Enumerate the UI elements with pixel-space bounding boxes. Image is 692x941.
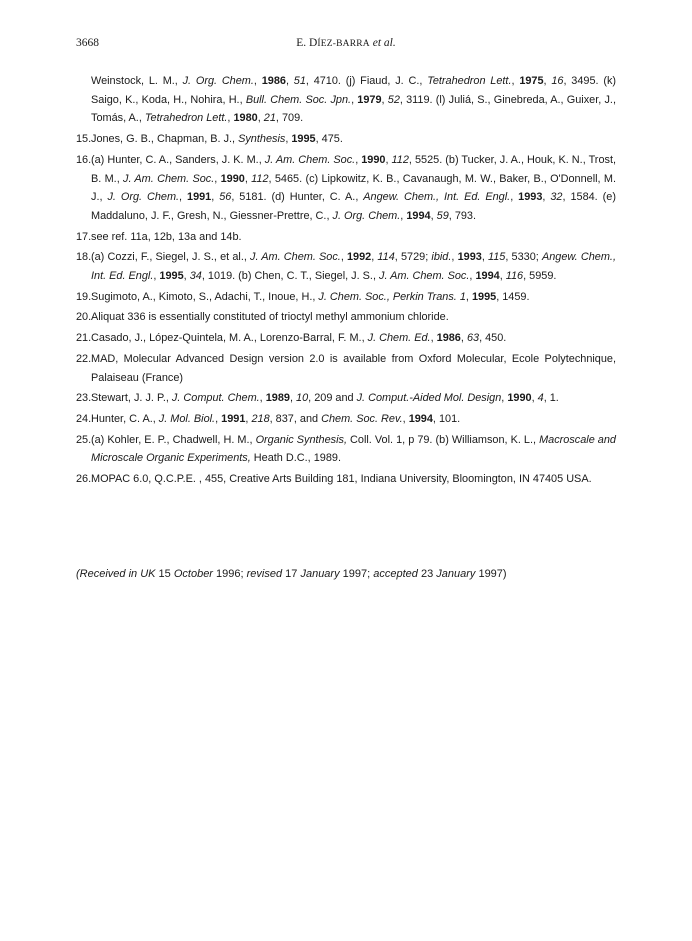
reference-item bbox=[76, 470, 616, 489]
text-segment: Coll. Vol. 1, p 79. (b) Williamson, K. L., bbox=[347, 433, 540, 446]
text-segment: , bbox=[451, 251, 458, 264]
italic-segment: J. Org. Chem. bbox=[107, 191, 180, 204]
italic-segment: 16 bbox=[551, 75, 564, 87]
text-segment: , 3119. (l) Juliá, S., Ginebreda, A., Guixer, J., Tomás, A., bbox=[91, 93, 616, 125]
italic-segment: J. Am. Chem. Soc. bbox=[264, 153, 356, 166]
reference-text bbox=[91, 431, 616, 468]
reference-text bbox=[91, 329, 616, 348]
reference-item bbox=[76, 288, 616, 307]
italic-segment: Tetrahedron Lett. bbox=[427, 75, 512, 87]
text-segment: (a) Kohler, E. P., Chadwell, H. M., bbox=[91, 433, 256, 446]
reference-number: 21. bbox=[76, 332, 92, 345]
italic-segment: (Received in UK bbox=[76, 568, 156, 580]
author-initial: E. D bbox=[296, 37, 318, 49]
text-segment: Heath D.C., 1989. bbox=[250, 452, 341, 465]
text-segment: , bbox=[214, 172, 221, 185]
text-segment: , bbox=[430, 209, 437, 222]
reference-item bbox=[76, 228, 616, 247]
reference-text bbox=[91, 248, 616, 285]
italic-segment: 52 bbox=[387, 93, 400, 106]
text-segment: , bbox=[259, 392, 266, 405]
text-segment: Hunter, C. A., bbox=[91, 412, 159, 425]
text-segment: , bbox=[355, 153, 362, 166]
bold-segment: 1980 bbox=[233, 112, 258, 125]
text-segment: , bbox=[511, 75, 520, 87]
text-segment: Casado, J., López-Quintela, M. A., Lorenzo-Barral, F. M., bbox=[91, 332, 368, 345]
italic-segment: January bbox=[300, 568, 340, 580]
italic-segment: 115 bbox=[488, 251, 506, 264]
reference-text bbox=[91, 350, 616, 387]
text-segment: 1996; bbox=[212, 568, 247, 580]
bold-segment: 1994 bbox=[406, 209, 431, 222]
reference-item bbox=[76, 329, 616, 348]
italic-segment: J. Org. Chem. bbox=[182, 75, 254, 87]
text-segment: , bbox=[531, 392, 538, 405]
text-segment: , 5525. (b) Tucker, J. A., Houk, K. N., Trost, B. M., bbox=[91, 153, 616, 185]
reference-item bbox=[76, 410, 616, 429]
text-segment: , 4710. (j) Fiaud, J. C., bbox=[305, 75, 428, 87]
text-segment: , bbox=[215, 412, 222, 425]
author-surname: ÍEZ-BARRA bbox=[317, 39, 370, 49]
text-segment: , bbox=[153, 270, 160, 283]
text-segment: Weinstock, L. M., bbox=[91, 75, 183, 87]
text-segment: , bbox=[543, 75, 552, 87]
text-segment: , bbox=[179, 191, 188, 204]
bold-segment: 1975 bbox=[519, 75, 544, 87]
italic-segment: J. Am. Chem. Soc. bbox=[123, 172, 215, 185]
text-segment: , bbox=[510, 191, 519, 204]
bold-segment: 1989 bbox=[265, 392, 290, 405]
text-segment: , bbox=[253, 75, 262, 87]
bold-segment: 1995 bbox=[159, 270, 184, 283]
italic-segment: accepted bbox=[373, 568, 418, 580]
bold-segment: 1979 bbox=[357, 93, 382, 106]
page-number: 3668 bbox=[76, 37, 99, 49]
reference-item bbox=[76, 431, 616, 468]
text-segment: , bbox=[351, 93, 358, 106]
italic-segment: 4 bbox=[537, 392, 544, 405]
reference-number: 15. bbox=[76, 133, 92, 146]
text-segment: , 709. bbox=[275, 112, 304, 125]
italic-segment: 218 bbox=[251, 412, 270, 425]
text-segment: , bbox=[211, 191, 220, 204]
italic-segment: 56 bbox=[219, 191, 232, 204]
text-segment: , bbox=[285, 133, 292, 146]
text-segment: , 5465. (c) Lipkowitz, K. B., Cavanaugh, M. W., Baker, B., O'Donnell, M. J., bbox=[91, 172, 616, 204]
text-segment: , 1019. (b) Chen, C. T., Siegel, J. S., bbox=[201, 270, 380, 283]
italic-segment: Angew. Chem., Int. Ed. Engl. bbox=[363, 191, 511, 204]
text-segment: 1997; bbox=[339, 568, 374, 580]
text-segment: , bbox=[465, 290, 472, 303]
text-segment: , bbox=[469, 270, 476, 283]
reference-text bbox=[91, 410, 616, 429]
italic-segment: J. Comput. Chem. bbox=[171, 392, 260, 405]
bold-segment: 1994 bbox=[408, 412, 433, 425]
italic-segment: J. Org. Chem. bbox=[332, 209, 401, 222]
bold-segment: 1992 bbox=[347, 251, 372, 264]
reference-number: 19. bbox=[76, 290, 92, 303]
text-segment: , bbox=[460, 332, 467, 345]
reference-item bbox=[76, 350, 616, 387]
text-segment: , 5729; bbox=[394, 251, 432, 264]
text-segment: , 5959. bbox=[523, 270, 557, 283]
text-segment: , 793. bbox=[448, 209, 477, 222]
received-dates bbox=[76, 568, 616, 580]
text-segment: , bbox=[227, 112, 234, 125]
text-segment: , bbox=[340, 251, 347, 264]
italic-segment: 63 bbox=[466, 332, 480, 345]
text-segment: , 5181. (d) Hunter, C. A., bbox=[231, 191, 364, 204]
text-segment: , bbox=[183, 270, 190, 283]
bold-segment: 1986 bbox=[261, 75, 286, 87]
reference-item bbox=[76, 130, 616, 149]
text-segment: 1997) bbox=[475, 568, 507, 580]
text-segment: , bbox=[499, 270, 506, 283]
text-segment: 17 bbox=[282, 568, 301, 580]
reference-text bbox=[91, 130, 616, 149]
reference-item bbox=[76, 72, 616, 128]
bold-segment: 1993 bbox=[518, 191, 543, 204]
text-segment: MAD, Molecular Advanced Design version 2.0 is available from Oxford Molecular, Ecole Polytechnique, Palaiseau (France) bbox=[91, 352, 616, 384]
text-segment: , bbox=[381, 93, 388, 106]
bold-segment: 1990 bbox=[220, 172, 245, 185]
bold-segment: 1990 bbox=[361, 153, 386, 166]
text-segment: , 1584. (e) Maddaluno, J. F., Gresh, N., Giessner-Prettre, C., bbox=[91, 191, 616, 222]
reference-item bbox=[76, 248, 616, 285]
text-segment: , 475. bbox=[315, 133, 343, 146]
reference-item bbox=[76, 389, 616, 408]
italic-segment: 112 bbox=[251, 172, 269, 185]
reference-number: 17. bbox=[76, 230, 92, 243]
text-segment: Sugimoto, A., Kimoto, S., Adachi, T., Inoue, H., bbox=[91, 290, 319, 303]
text-segment: , bbox=[501, 392, 508, 405]
italic-segment: 34 bbox=[189, 270, 202, 283]
italic-segment: J. Chem. Soc., Perkin Trans. 1 bbox=[318, 290, 466, 303]
italic-segment: Tetrahedron Lett. bbox=[144, 112, 228, 125]
reference-list bbox=[76, 72, 616, 491]
bold-segment: 1995 bbox=[291, 133, 316, 146]
text-segment: , bbox=[257, 112, 264, 125]
text-segment: , bbox=[385, 153, 392, 166]
text-segment: , bbox=[400, 209, 407, 222]
reference-text bbox=[91, 228, 616, 247]
text-segment: MOPAC 6.0, Q.C.P.E. , 455, Creative Arts Building 181, Indiana University, Bloomington, IN 47405 USA. bbox=[91, 473, 592, 486]
reference-text bbox=[91, 470, 616, 489]
text-segment: , 837, and bbox=[269, 412, 322, 425]
italic-segment: ibid. bbox=[431, 251, 452, 264]
reference-number: 26. bbox=[76, 473, 92, 486]
text-segment: , bbox=[542, 191, 551, 204]
reference-text bbox=[91, 151, 616, 226]
text-segment: 15 bbox=[155, 568, 174, 580]
italic-segment: October bbox=[173, 568, 213, 580]
italic-segment: J. Am. Chem. Soc. bbox=[379, 270, 470, 283]
reference-number: 23. bbox=[76, 392, 92, 405]
bold-segment: 1991 bbox=[187, 191, 212, 204]
italic-segment: 21 bbox=[263, 112, 276, 125]
italic-segment: 114 bbox=[377, 251, 395, 264]
text-segment: , 5330; bbox=[505, 251, 542, 264]
text-segment: , 450. bbox=[479, 332, 507, 345]
italic-segment: Macroscale and Microscale Organic Experiments, bbox=[91, 433, 616, 465]
italic-segment: J. Am. Chem. Soc. bbox=[250, 251, 341, 264]
italic-segment: J. Comput.-Aided Mol. Design bbox=[356, 392, 502, 405]
reference-item bbox=[76, 151, 616, 226]
reference-number: 16. bbox=[76, 153, 92, 166]
text-segment: (a) Cozzi, F., Siegel, J. S., et al., bbox=[91, 251, 251, 264]
text-segment: 23 bbox=[417, 568, 437, 580]
italic-segment: 116 bbox=[505, 270, 524, 283]
text-segment: see ref. 11a, 12b, 13a and 14b. bbox=[91, 230, 242, 243]
bold-segment: 1993 bbox=[457, 251, 482, 264]
reference-text bbox=[91, 72, 616, 128]
italic-segment: 32 bbox=[550, 191, 563, 204]
reference-item bbox=[76, 308, 616, 327]
text-segment: , bbox=[430, 332, 437, 345]
reference-number: 22. bbox=[76, 352, 92, 365]
reference-number: 25. bbox=[76, 433, 92, 446]
italic-segment: 10 bbox=[296, 392, 309, 405]
italic-segment: January bbox=[436, 568, 476, 580]
reference-text bbox=[91, 308, 616, 327]
bold-segment: 1986 bbox=[436, 332, 461, 345]
text-segment: , bbox=[244, 172, 252, 185]
bold-segment: 1990 bbox=[507, 392, 532, 405]
italic-segment: Angew. Chem., Int. Ed. Engl. bbox=[91, 251, 616, 283]
italic-segment: Organic Synthesis, bbox=[255, 433, 347, 446]
italic-segment: 51 bbox=[293, 75, 306, 87]
bold-segment: 1994 bbox=[475, 270, 500, 283]
reference-text bbox=[91, 389, 616, 408]
italic-segment: 112 bbox=[391, 153, 409, 166]
text-segment: Jones, G. B., Chapman, B. J., bbox=[91, 133, 239, 146]
text-segment: Stewart, J. J. P., bbox=[91, 392, 172, 405]
text-segment: , bbox=[371, 251, 378, 264]
running-head bbox=[0, 37, 692, 49]
text-segment: (a) Hunter, C. A., Sanders, J. K. M., bbox=[91, 153, 265, 166]
text-segment: , bbox=[245, 412, 252, 425]
text-segment: , bbox=[481, 251, 488, 264]
text-segment: , bbox=[402, 412, 409, 425]
text-segment: , 1. bbox=[543, 392, 559, 405]
reference-number: 18. bbox=[76, 251, 92, 264]
page-header bbox=[0, 37, 692, 55]
bold-segment: 1991 bbox=[221, 412, 246, 425]
text-segment: , 209 and bbox=[308, 392, 357, 405]
bold-segment: 1995 bbox=[471, 290, 497, 303]
reference-number: 20. bbox=[76, 311, 92, 324]
author-etal: et al. bbox=[369, 37, 396, 49]
text-segment: , 3495. (k) Saigo, K., Koda, H., Nohira, H., bbox=[91, 75, 617, 106]
italic-segment: Synthesis bbox=[238, 133, 286, 146]
text-segment: , bbox=[285, 75, 294, 87]
italic-segment: revised bbox=[246, 568, 283, 580]
text-segment: , 1459. bbox=[496, 290, 530, 303]
text-segment: Aliquat 336 is essentially constituted of trioctyl methyl ammonium chloride. bbox=[91, 311, 449, 324]
italic-segment: J. Chem. Ed. bbox=[367, 332, 431, 345]
italic-segment: 59 bbox=[436, 209, 449, 222]
reference-number: 24. bbox=[76, 412, 92, 425]
reference-text bbox=[91, 288, 616, 307]
text-segment: , 101. bbox=[432, 412, 461, 425]
text-segment: , bbox=[289, 392, 297, 405]
italic-segment: Chem. Soc. Rev. bbox=[321, 412, 403, 425]
italic-segment: J. Mol. Biol. bbox=[158, 412, 216, 425]
italic-segment: Bull. Chem. Soc. Jpn. bbox=[245, 93, 352, 106]
